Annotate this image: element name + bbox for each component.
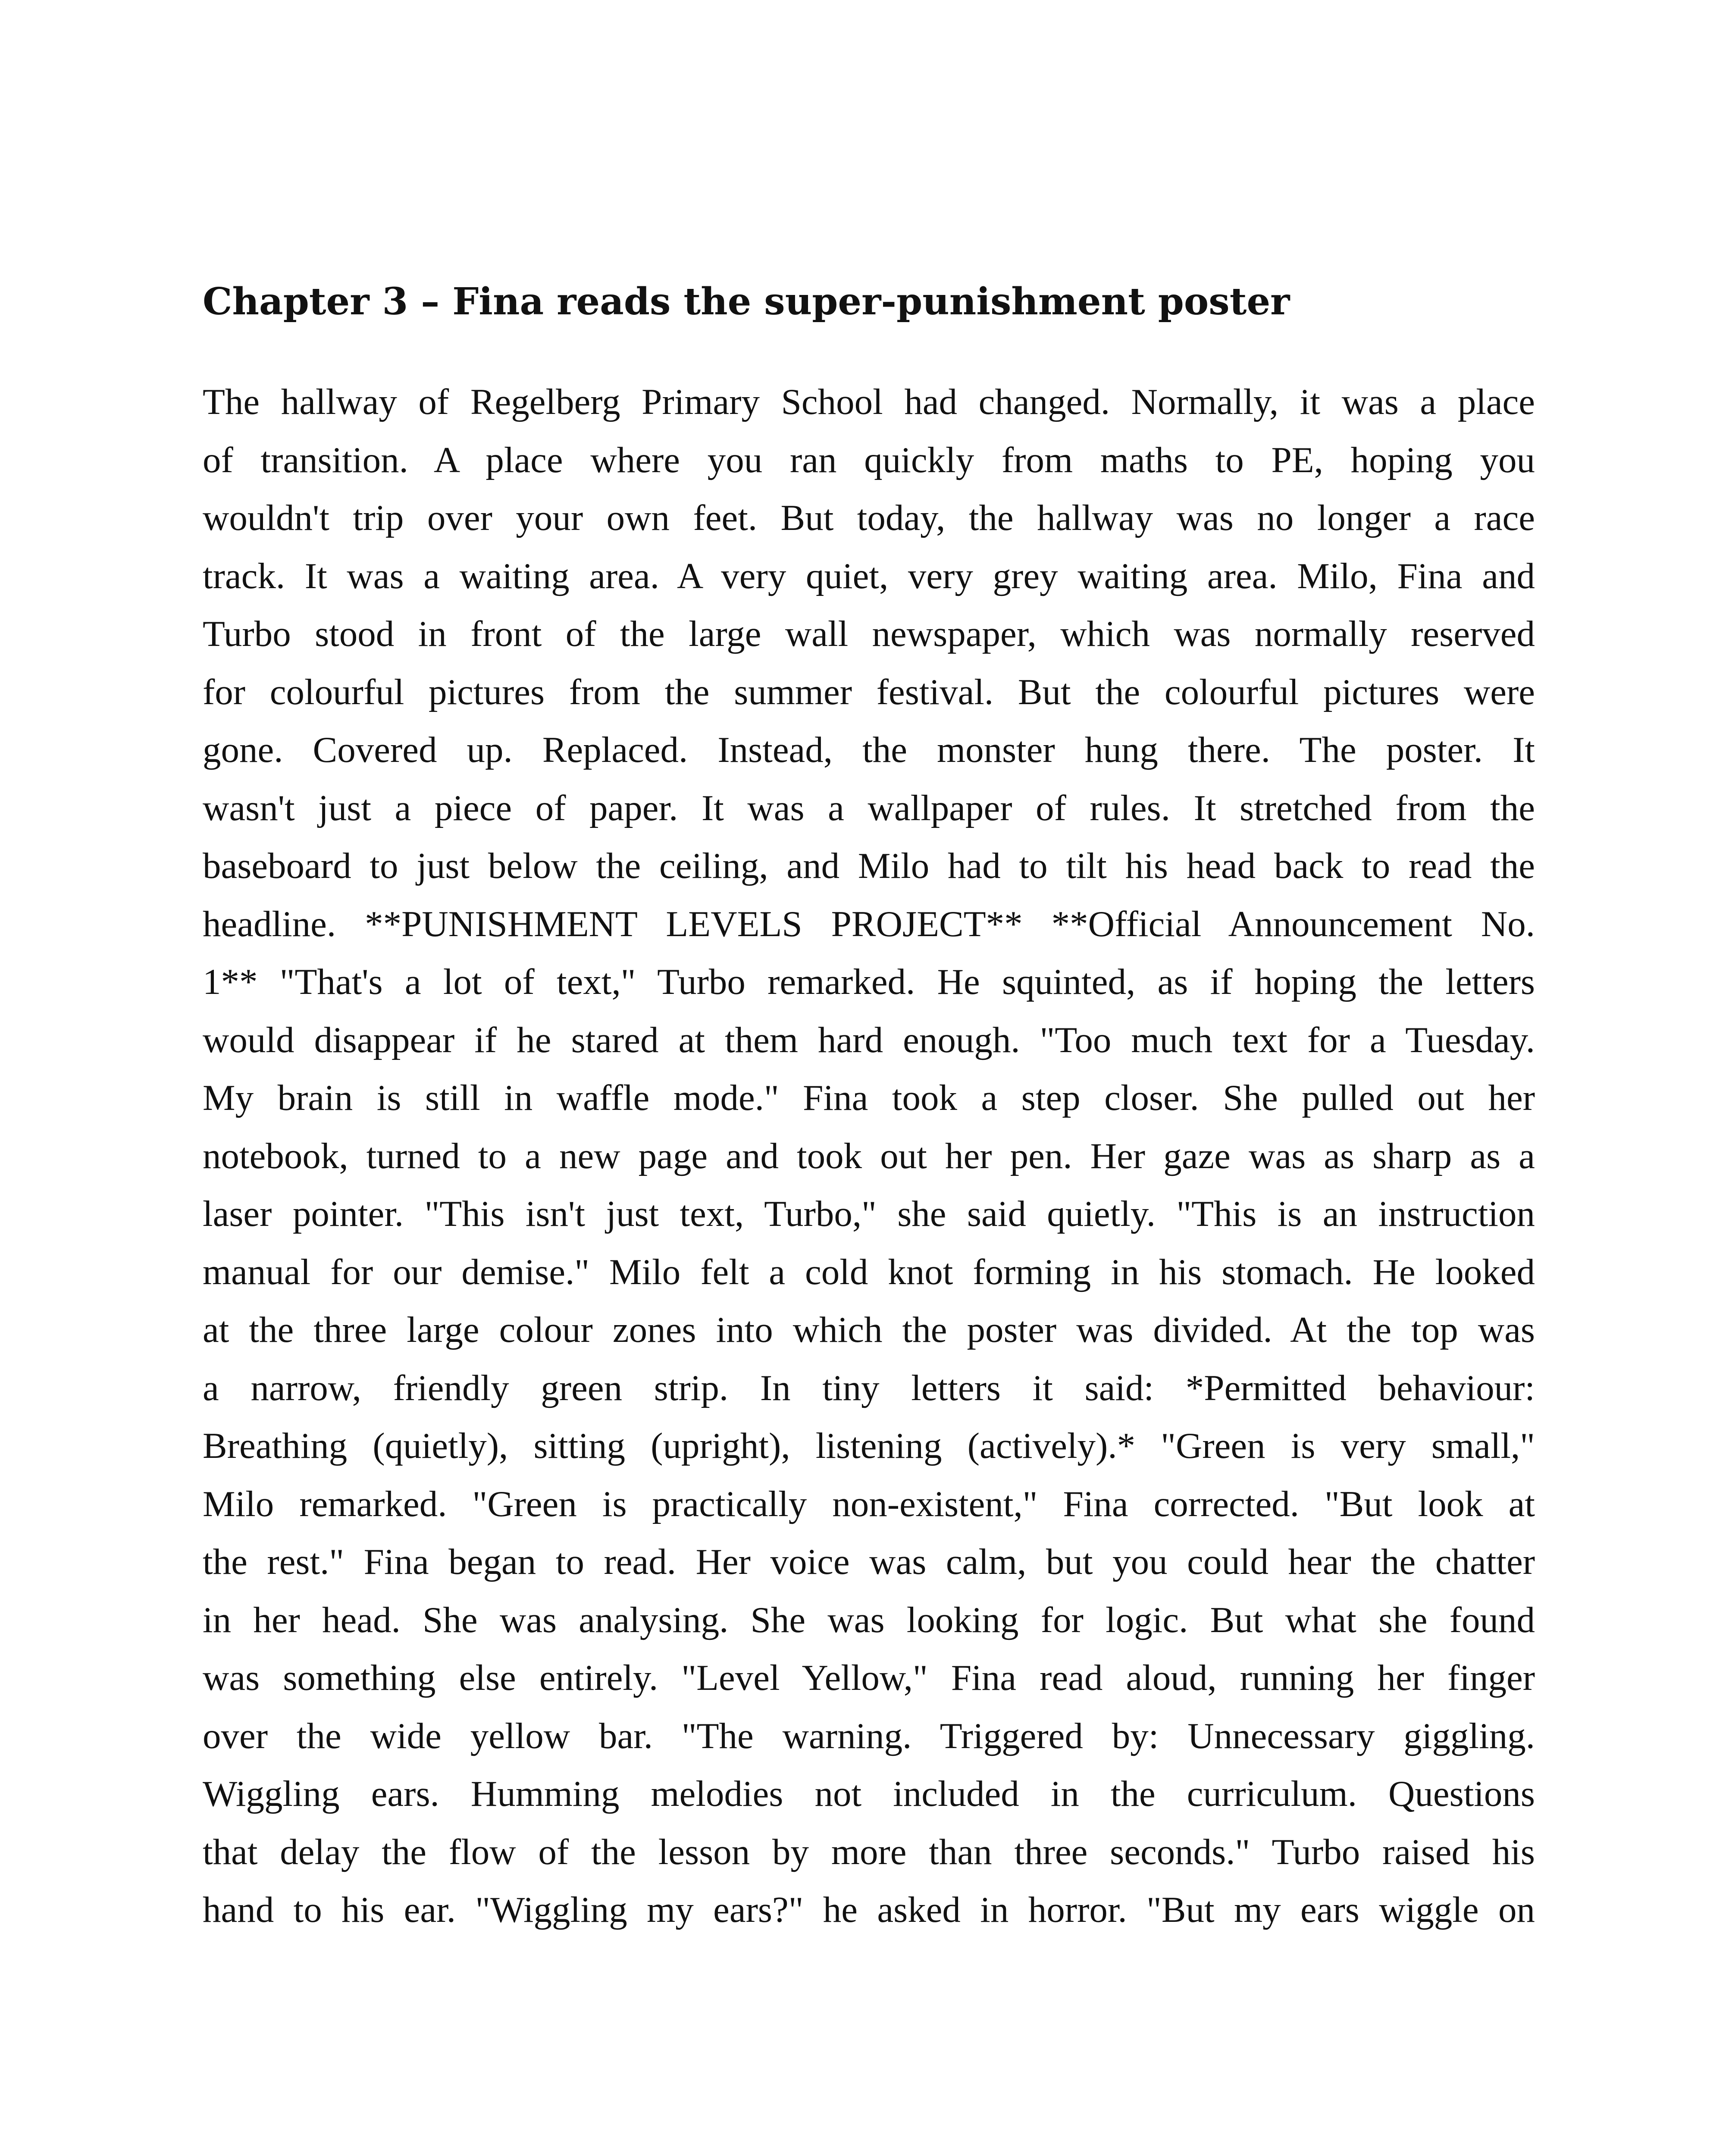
- body-text-line: hand to his ear. "Wiggling my ears?" he asked in horror. "But my ears wiggle on: [203, 1890, 1535, 1930]
- body-text-line: Milo remarked. "Green is practically non-existent," Fina corrected. "But look at: [203, 1483, 1535, 1524]
- body-text-line: notebook, turned to a new page and took out her pen. Her gaze was as sharp as a: [203, 1135, 1535, 1176]
- body-text-line: The hallway of Regelberg Primary School had changed. Normally, it was a place: [203, 382, 1535, 422]
- body-text-line: My brain is still in waffle mode." Fina took a step closer. She pulled out her: [203, 1078, 1535, 1118]
- body-text-line: for colourful pictures from the summer festival. But the colourful pictures were: [203, 671, 1535, 712]
- body-text-line: gone. Covered up. Replaced. Instead, the monster hung there. The poster. It: [203, 730, 1535, 770]
- body-text-line: headline. **PUNISHMENT LEVELS PROJECT** **Official Announcement No.: [203, 903, 1535, 944]
- body-text-line: 1** "That's a lot of text," Turbo remarked. He squinted, as if hoping the letters: [203, 962, 1535, 1002]
- body-text-line: a narrow, friendly green strip. In tiny letters it said: *Permitted behaviour:: [203, 1367, 1535, 1408]
- body-text-line: at the three large colour zones into which the poster was divided. At the top was: [203, 1310, 1535, 1350]
- chapter-body-paragraph: [203, 373, 1535, 1939]
- body-text-line: was something else entirely. "Level Yellow," Fina read aloud, running her finger: [203, 1658, 1535, 1698]
- body-text-line: baseboard to just below the ceiling, and Milo had to tilt his head back to read the: [203, 846, 1535, 886]
- body-text-line: that delay the flow of the lesson by more than three seconds." Turbo raised his: [203, 1831, 1535, 1872]
- body-text-line: laser pointer. "This isn't just text, Turbo," she said quietly. "This is an instruction: [203, 1194, 1535, 1234]
- body-text-line: wouldn't trip over your own feet. But today, the hallway was no longer a race: [203, 498, 1535, 538]
- body-text-line: Breathing (quietly), sitting (upright), listening (actively).* "Green is very small,": [203, 1426, 1535, 1466]
- body-text-line: wasn't just a piece of paper. It was a wallpaper of rules. It stretched from the: [203, 787, 1535, 828]
- page-content: [203, 272, 1535, 1939]
- body-text-line: would disappear if he stared at them hard enough. "Too much text for a Tuesday.: [203, 1019, 1535, 1060]
- body-text-line: the rest." Fina began to read. Her voice was calm, but you could hear the chatter: [203, 1542, 1535, 1582]
- body-text-line: Wiggling ears. Humming melodies not included in the curriculum. Questions: [203, 1774, 1535, 1814]
- body-text-line: in her head. She was analysing. She was looking for logic. But what she found: [203, 1599, 1535, 1640]
- body-text-line: of transition. A place where you ran quickly from maths to PE, hoping you: [203, 439, 1535, 480]
- body-text-line: manual for our demise." Milo felt a cold knot forming in his stomach. He looked: [203, 1251, 1535, 1292]
- body-text-line: over the wide yellow bar. "The warning. Triggered by: Unnecessary giggling.: [203, 1715, 1535, 1756]
- body-text-line: Turbo stood in front of the large wall newspaper, which was normally reserved: [203, 614, 1535, 654]
- body-text-line: track. It was a waiting area. A very quiet, very grey waiting area. Milo, Fina and: [203, 555, 1535, 596]
- chapter-title: Chapter 3 – Fina reads the super-punishment poster: [203, 280, 1290, 323]
